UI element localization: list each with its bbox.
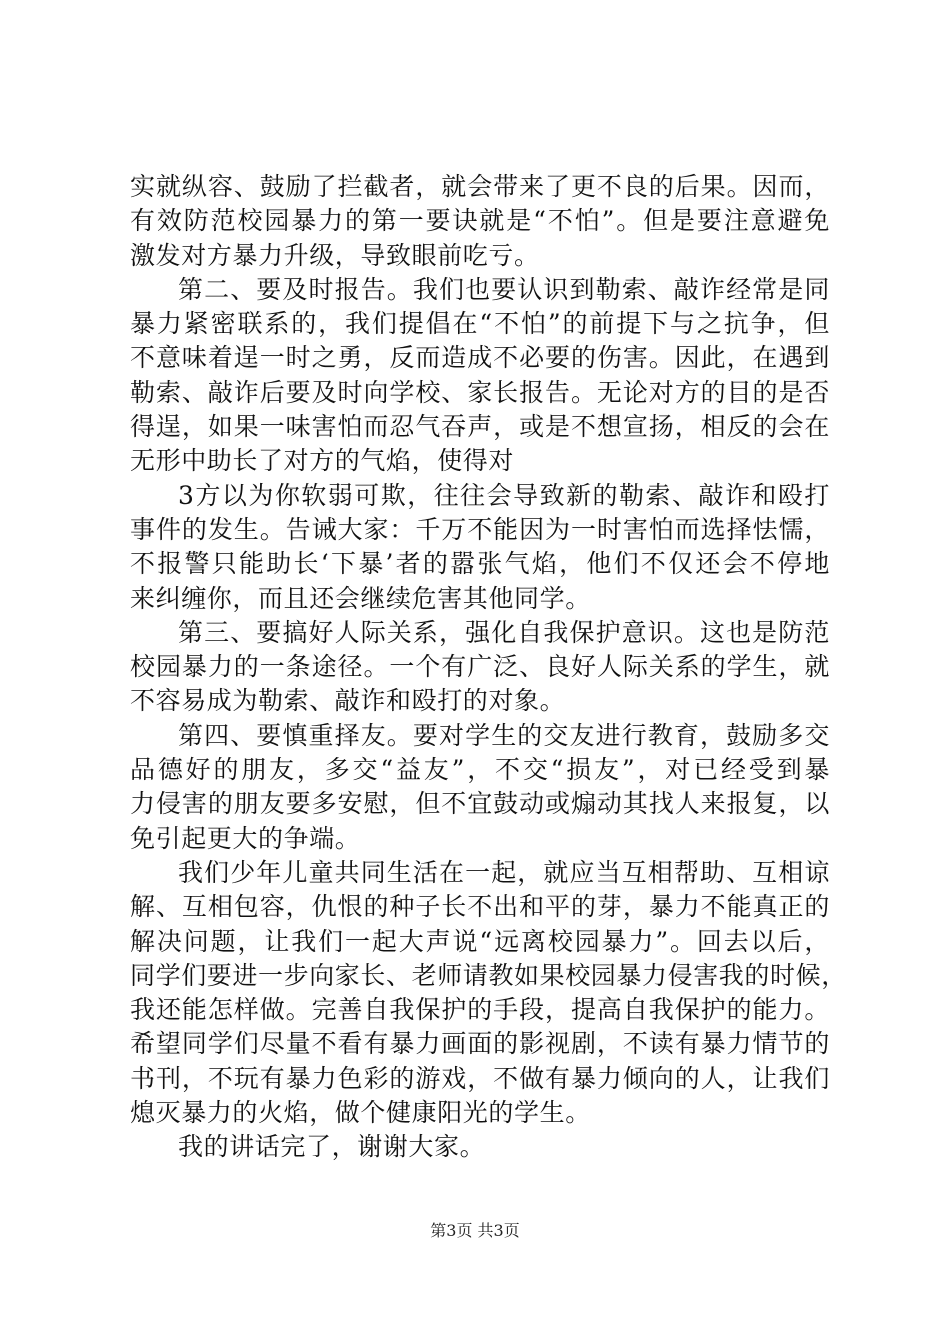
text-line: 同学们要进一步向家长、老师请教如果校园暴力侵害我的时候， — [130, 960, 847, 990]
text-line: 不容易成为勒索、敲诈和殴打的对象。 — [130, 686, 566, 716]
text-line: 第二、要及时报告。我们也要认识到勒索、敲诈经常是同 — [178, 274, 830, 304]
text-line: 希望同学们尽量不看有暴力画面的影视剧，不读有暴力情节的 — [130, 1029, 830, 1059]
text-line: 熄灭暴力的火焰，做个健康阳光的学生。 — [130, 1098, 591, 1128]
text-line: 我的讲话完了，谢谢大家。 — [178, 1132, 486, 1162]
paragraph — [130, 273, 830, 479]
text-line: 我们少年儿童共同生活在一起，就应当互相帮助、互相谅 — [178, 857, 830, 887]
text-line: 品德好的朋友，多交“益友”，不交“损友”，对已经受到暴 — [130, 755, 830, 785]
text-line: 3方以为你软弱可欺，往往会导致新的勒索、敲诈和殴打 — [178, 480, 830, 510]
text-line: 我还能怎样做。完善自我保护的手段，提高自我保护的能力。 — [130, 995, 830, 1025]
text-line: 事件的发生。告诫大家：千万不能因为一时害怕而选择怯懦， — [130, 514, 830, 544]
paragraph — [130, 719, 830, 856]
paragraph — [130, 856, 847, 1130]
text-line: 暴力紧密联系的，我们提倡在“不怕”的前提下与之抗争，但 — [130, 309, 830, 339]
text-line: 有效防范校园暴力的第一要诀就是“不怕”。但是要注意避免 — [130, 206, 830, 236]
document-body — [130, 170, 847, 1165]
text-line: 力侵害的朋友要多安慰，但不宜鼓动或煽动其找人来报复，以 — [130, 789, 830, 819]
page-footer — [0, 1218, 950, 1241]
text-line: 书刊，不玩有暴力色彩的游戏，不做有暴力倾向的人，让我们 — [130, 1063, 830, 1093]
text-line: 勒索、敲诈后要及时向学校、家长报告。无论对方的目的是否 — [130, 377, 830, 407]
text-line: 不报警只能助长‘下暴’者的嚣张气焰，他们不仅还会不停地 — [130, 549, 830, 579]
paragraph — [130, 170, 830, 273]
text-line: 得逞，如果一味害怕而忍气吞声，或是不想宣扬，相反的会在 — [130, 412, 830, 442]
text-line: 免引起更大的争端。 — [130, 823, 361, 853]
text-line: 不意味着逞一时之勇，反而造成不必要的伤害。因此，在遇到 — [130, 343, 830, 373]
text-line: 第三、要搞好人际关系，强化自我保护意识。这也是防范 — [178, 617, 830, 647]
text-line: 校园暴力的一条途径。一个有广泛、良好人际关系的学生，就 — [130, 652, 830, 682]
text-line: 解决问题，让我们一起大声说“远离校园暴力”。回去以后， — [130, 926, 830, 956]
text-line: 无形中助长了对方的气焰，使得对 — [130, 446, 515, 476]
page-number-label: 第3页 共3页 — [430, 1221, 520, 1240]
text-line: 来纠缠你，而且还会继续危害其他同学。 — [130, 583, 591, 613]
paragraph — [130, 616, 830, 719]
text-line: 实就纵容、鼓励了拦截者，就会带来了更不良的后果。因而， — [130, 172, 830, 201]
text-line: 解、互相包容，仇恨的种子长不出和平的芽，暴力不能真正的 — [130, 892, 830, 922]
text-line: 第四、要慎重择友。要对学生的交友进行教育，鼓励多交 — [178, 720, 830, 750]
paragraph — [130, 1130, 830, 1164]
paragraph — [130, 479, 830, 616]
text-line: 激发对方暴力升级，导致眼前吃亏。 — [130, 240, 540, 270]
